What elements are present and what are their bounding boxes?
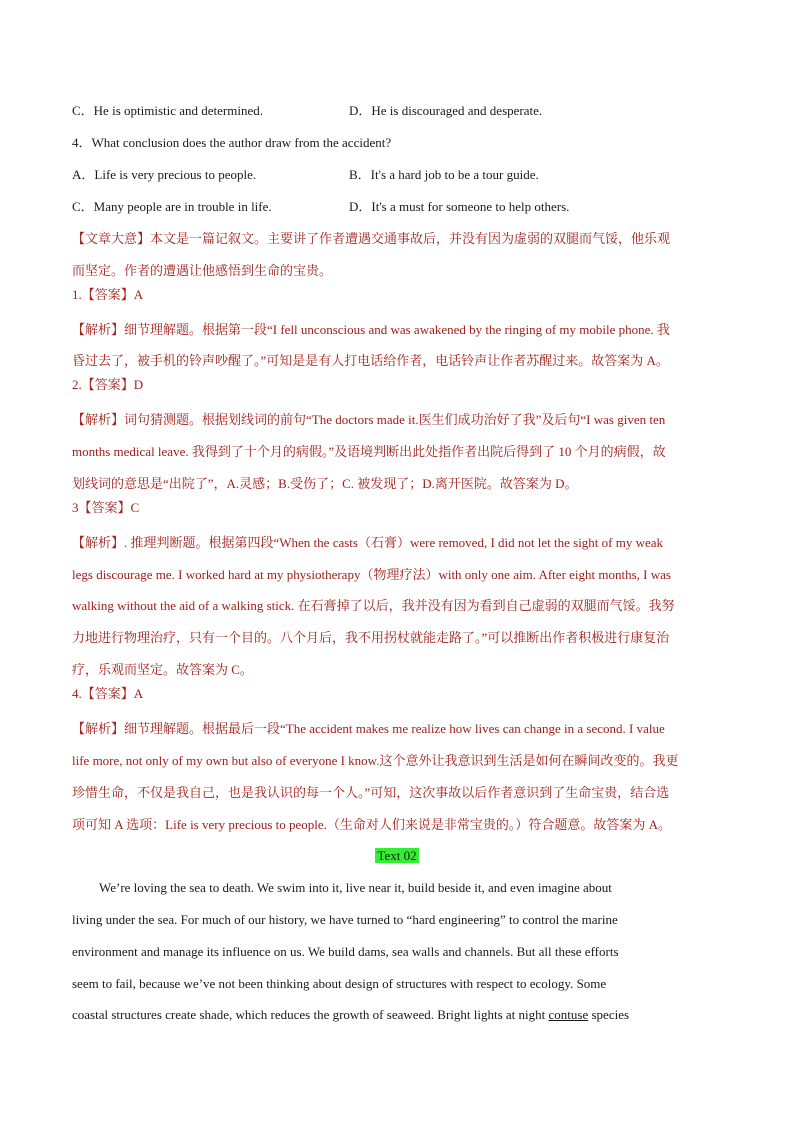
answer-1-analysis-line: 昏过去了，被手机的铃声吵醒了。”可知是是有人打电话给作者，电话铃声让作者苏醒过来。故答案为 A。 bbox=[72, 353, 669, 368]
q4-option-c: C．Many people are in trouble in life. bbox=[72, 199, 272, 214]
passage-line-last bbox=[72, 1007, 629, 1023]
underlined-word: contuse bbox=[548, 1007, 589, 1022]
answer-3-analysis-line: walking without the aid of a walking stick. 在石膏掉了以后，我并没有因为看到自己虚弱的双腿而气馁。我努 bbox=[72, 598, 675, 613]
answer-1-analysis-line: 【解析】细节理解题。根据第一段“I fell unconscious and was awakened by the ringing of my mobile phone. 我 bbox=[72, 322, 670, 337]
section-title bbox=[0, 848, 794, 864]
answer-3-analysis-line: 力地进行物理治疗，只有一个目的。八个月后，我不用拐杖就能走路了。”可以推断出作者积极进行康复治 bbox=[72, 630, 670, 645]
passage-line: living under the sea. For much of our history, we have turned to “hard engineering” to control the marine bbox=[72, 912, 618, 927]
answer-4-label: 4.【答案】A bbox=[72, 686, 144, 701]
q3-option-d: D．He is discouraged and desperate. bbox=[349, 103, 543, 118]
passage-line: We’re loving the sea to death. We swim into it, live near it, build beside it, and even imagine about bbox=[99, 880, 612, 895]
answer-3-analysis-line: legs discourage me. I worked hard at my physiotherapy（物理疗法）with only one aim. After eight months, I was bbox=[72, 567, 671, 582]
answer-4-analysis-line: life more, not only of my own but also of everyone I know.这个意外让我意识到生活是如何在瞬间改变的。我更 bbox=[72, 753, 679, 768]
passage-line-text: coastal structures create shade, which reduces the growth of seaweed. Bright lights at night bbox=[72, 1007, 549, 1022]
passage-line: seem to fail, because we’ve not been thinking about design of structures with respect to ecology. Some bbox=[72, 976, 607, 991]
q3-option-c: C．He is optimistic and determined. bbox=[72, 103, 263, 118]
passage-line-tail: species bbox=[588, 1007, 630, 1022]
answer-3-analysis-line: 【解析】. 推理判断题。根据第四段“When the casts（石膏）were removed, I did not let the sight of my weak bbox=[72, 535, 664, 550]
passage-line: environment and manage its influence on us. We build dams, sea walls and channels. But all these efforts bbox=[72, 944, 619, 959]
answer-2-analysis-line: months medical leave. 我得到了十个月的病假。”及语境判断出此处指作者出院后得到了 10 个月的病假，故 bbox=[72, 444, 666, 459]
answer-2-analysis-line: 划线词的意思是“出院了”，A.灵感；B.受伤了；C. 被发现了；D.离开医院。故答案为 D。 bbox=[72, 476, 578, 491]
answer-2-label: 2.【答案】D bbox=[72, 377, 144, 392]
text-02-title: Text 02 bbox=[377, 848, 417, 863]
answer-2-analysis-line: 【解析】词句猜测题。根据划线词的前句“The doctors made it.医生们成功治好了我”及后句“I was given ten bbox=[72, 412, 666, 427]
q4-option-a: A．Life is very precious to people. bbox=[72, 167, 257, 182]
summary-line-1: 【文章大意】本文是一篇记叙文。主要讲了作者遭遇交通事故后，并没有因为虚弱的双腿而气馁，他乐观 bbox=[72, 231, 671, 246]
q4-question: 4．What conclusion does the author draw from the accident? bbox=[72, 135, 392, 150]
answer-3-label: 3【答案】C bbox=[72, 500, 140, 515]
answer-4-analysis-line: 珍惜生命，不仅是我自己，也是我认识的每一个人。”可知，这次事故以后作者意识到了生命宝贵，结合选 bbox=[72, 785, 670, 800]
q4-option-d: D．It's a must for someone to help others. bbox=[349, 199, 570, 214]
q4-option-b: B．It's a hard job to be a tour guide. bbox=[349, 167, 539, 182]
summary-line-2: 而坚定。作者的遭遇让他感悟到生命的宝贵。 bbox=[72, 263, 333, 278]
answer-1-label: 1.【答案】A bbox=[72, 287, 144, 302]
answer-4-analysis-line: 项可知 A 选项：Life is very precious to people.（生命对人们来说是非常宝贵的。）符合题意。故答案为 A。 bbox=[72, 817, 672, 832]
answer-3-analysis-line: 疗，乐观而坚定。故答案为 C。 bbox=[72, 662, 253, 677]
answer-4-analysis-line: 【解析】细节理解题。根据最后一段“The accident makes me realize how lives can change in a second. I value bbox=[72, 721, 665, 736]
